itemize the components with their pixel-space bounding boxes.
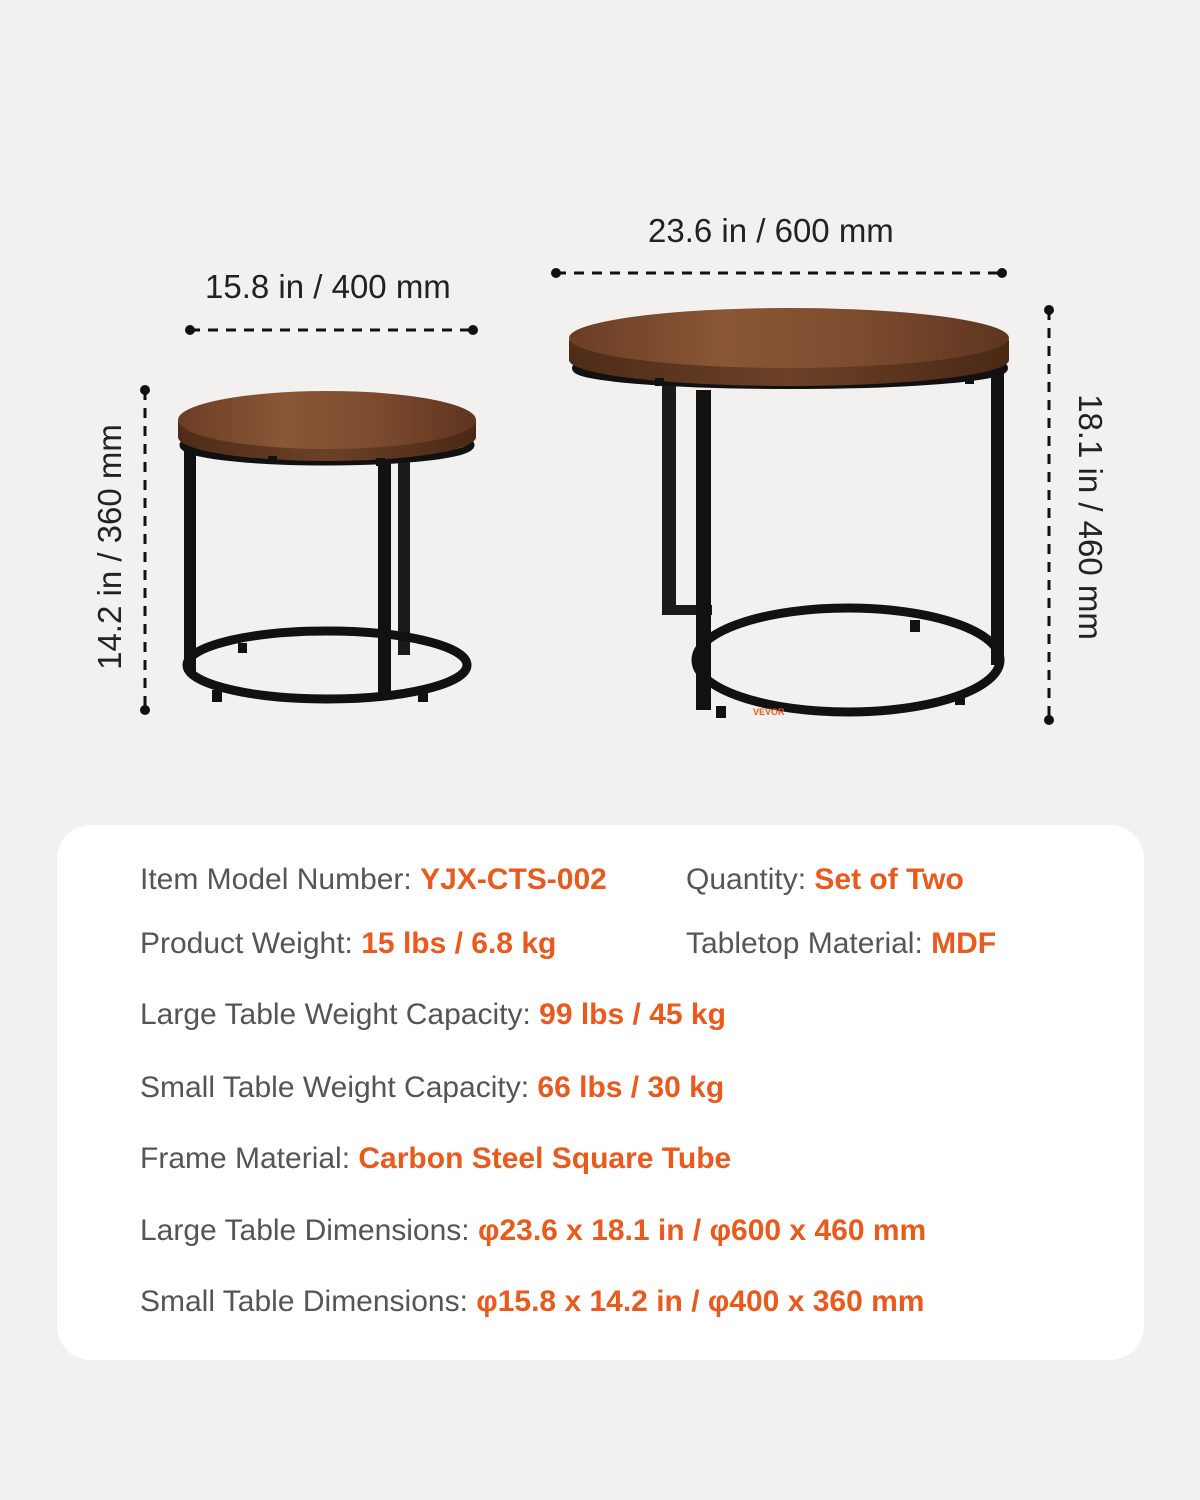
spec-small-dims [140, 1285, 924, 1319]
large-width-dimension-line [551, 268, 1007, 278]
spec-frame-material [140, 1142, 731, 1176]
spec-value: YJX-CTS-002 [420, 863, 607, 896]
spec-label: Quantity: [686, 863, 807, 896]
spec-label: Small Table Dimensions: [140, 1285, 468, 1318]
spec-tabletop [686, 927, 996, 961]
small-width-dimension-line [185, 325, 478, 335]
spec-value: Carbon Steel Square Tube [358, 1142, 732, 1175]
spec-label: Item Model Number: [140, 863, 412, 896]
small-height-dimension-line [140, 385, 150, 715]
large-table [569, 308, 1009, 718]
spec-value: φ15.8 x 14.2 in / φ400 x 360 mm [476, 1285, 925, 1318]
large-height-label: 18.1 in / 460 mm [1072, 394, 1109, 640]
spec-value: Set of Two [814, 863, 964, 896]
spec-label: Frame Material: [140, 1142, 351, 1175]
large-height-dimension-line [1044, 305, 1054, 725]
spec-small-capacity [140, 1071, 724, 1105]
spec-weight [140, 927, 556, 961]
large-width-label: 23.6 in / 600 mm [648, 212, 894, 249]
spec-large-capacity [140, 998, 726, 1032]
spec-label: Tabletop Material: [686, 927, 923, 960]
spec-value: MDF [931, 927, 997, 960]
spec-quantity [686, 863, 964, 897]
small-height-label: 14.2 in / 360 mm [91, 424, 128, 670]
spec-value: 66 lbs / 30 kg [537, 1071, 725, 1104]
spec-value: 15 lbs / 6.8 kg [361, 927, 557, 960]
small-table [178, 391, 476, 702]
small-width-label: 15.8 in / 400 mm [205, 268, 451, 305]
brand-mark: VEVOR [753, 707, 785, 717]
spec-label: Small Table Weight Capacity: [140, 1071, 530, 1104]
spec-value: φ23.6 x 18.1 in / φ600 x 460 mm [477, 1214, 927, 1247]
spec-large-dims [140, 1214, 926, 1248]
spec-label: Product Weight: [140, 927, 353, 960]
spec-value: 99 lbs / 45 kg [539, 998, 726, 1031]
spec-label: Large Table Dimensions: [140, 1214, 470, 1247]
spec-card [57, 825, 1144, 1360]
spec-label: Large Table Weight Capacity: [140, 998, 531, 1031]
spec-model [140, 863, 607, 897]
